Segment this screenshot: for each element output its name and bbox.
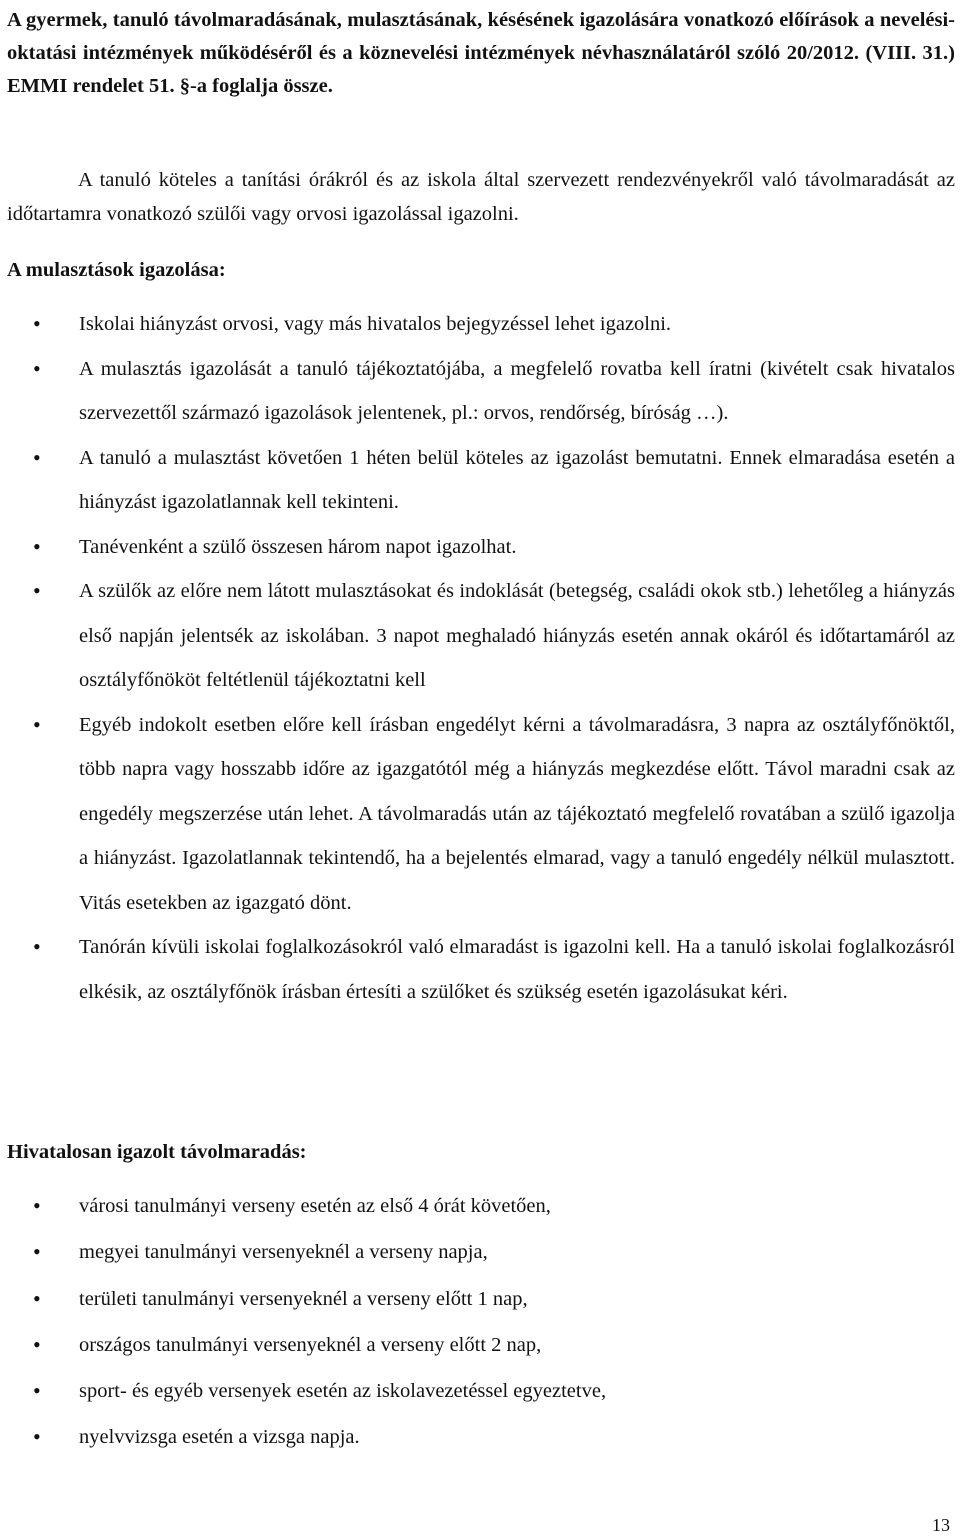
bullet-icon: • [33,1285,41,1311]
list-item [0,1322,955,1368]
bullet-icon: • [33,1424,41,1450]
list-item [0,525,955,570]
absences-heading: A mulasztások igazolása: [7,259,226,281]
list-item-text: Tanórán kívüli iskolai foglalkozásokról való elmaradást is igazolni kell. Ha a tanuló iskolai foglalkozásról elkésik, az osztályfőnök írásban értesíti a szülőket és szükség esetén igazolásukat kéri. [79,936,955,1003]
bullet-icon: • [33,1193,41,1218]
list-item-text: Egyéb indokolt esetben előre kell írásban engedélyt kérni a távolmaradásra, 3 napra az osztályfőnöktől, több napra vagy hosszabb időre az igazgatótól még a hiányzás megkezdése előtt. Távol maradni csak az engedély megszerzése után lehet. A távolmaradás után az tájékoztató megfelelő rovatában a szülő igazolja a hiányzást. Igazolatlannak tekintendő, ha a bejelentés elmarad, vagy a tanuló engedély nélkül mulasztott. Vitás esetekben az igazgató dönt. [79,713,955,914]
bullet-icon: • [33,311,41,336]
list-item [0,1414,955,1460]
bullet-icon: • [33,444,41,470]
list-item [0,703,955,926]
official-absences-heading: Hivatalosan igazolt távolmaradás: [7,1141,307,1163]
obligation-paragraph: A tanuló köteles a tanítási órákról és az iskola által szervezett rendezvényekről való távolmaradását az időtartamra vonatkozó szülői vagy orvosi igazolással igazolni. [7,169,955,225]
bullet-icon: • [33,1378,41,1404]
bullet-icon: • [33,578,41,603]
bullet-icon: • [33,533,41,559]
list-item-text: megyei tanulmányi versenyeknél a verseny napja, [79,1241,488,1264]
list-item-text: Iskolai hiányzást orvosi, vagy más hivatalos bejegyzéssel lehet igazolni. [79,313,672,335]
list-item [0,1368,955,1414]
list-item [0,436,955,525]
intro-paragraph: A gyermek, tanuló távolmaradásának, mulasztásának, késésének igazolására vonatkozó előírások a nevelési-oktatási intézmények működéséről és a köznevelési intézmények névhasználatáról szóló 20/2012. (VIII. 31.) EMMI rendelet 51. §-a foglalja össze. [7,9,955,97]
list-item-text: országos tanulmányi versenyeknél a verseny előtt 2 nap, [79,1333,542,1356]
list-item-text: Tanévenként a szülő összesen három napot igazolhat. [79,535,517,558]
list-item [0,302,955,347]
bullet-icon: • [33,1239,41,1265]
list-item [0,1183,955,1229]
bullet-icon: • [33,1331,41,1357]
official-absences-list [0,1183,955,1461]
bullet-icon: • [33,355,41,381]
list-item-text: sport- és egyéb versenyek esetén az iskolavezetéssel egyeztetve, [79,1380,607,1403]
list-item-text: A tanuló a mulasztást követően 1 héten belül köteles az igazolást bemutatni. Ennek elmaradása esetén a hiányzást igazolatlannak kell tekinteni. [79,446,955,513]
bullet-icon: • [33,934,41,959]
list-item-text: nyelvvizsga esetén a vizsga napja. [79,1426,360,1449]
list-item [0,569,955,703]
list-item [0,347,955,436]
bullet-icon: • [33,711,41,737]
list-item-text: területi tanulmányi versenyeknél a verseny előtt 1 nap, [79,1287,528,1310]
list-item-text: városi tanulmányi verseny esetén az első 4 órát követően, [79,1195,551,1217]
absence-rules-list [0,302,955,1014]
list-item [0,1229,955,1275]
list-item [0,925,955,1014]
page-number: 13 [932,1515,950,1535]
list-item-text: A mulasztás igazolását a tanuló tájékoztatójába, a megfelelő rovatba kell íratni (kivételt csak hivatalos szervezettől származó igazolások jelentenek, pl.: orvos, rendőrség, bíróság …). [79,357,955,424]
list-item [0,1276,955,1322]
list-item-text: A szülők az előre nem látott mulasztásokat és indoklását (betegség, családi okok stb.) lehetőleg a hiányzás első napján jelentsék az iskolában. 3 napot meghaladó hiányzás esetén annak okáról és időtartamáról az osztályfőnököt feltétlenül tájékoztatni kell [79,580,955,691]
